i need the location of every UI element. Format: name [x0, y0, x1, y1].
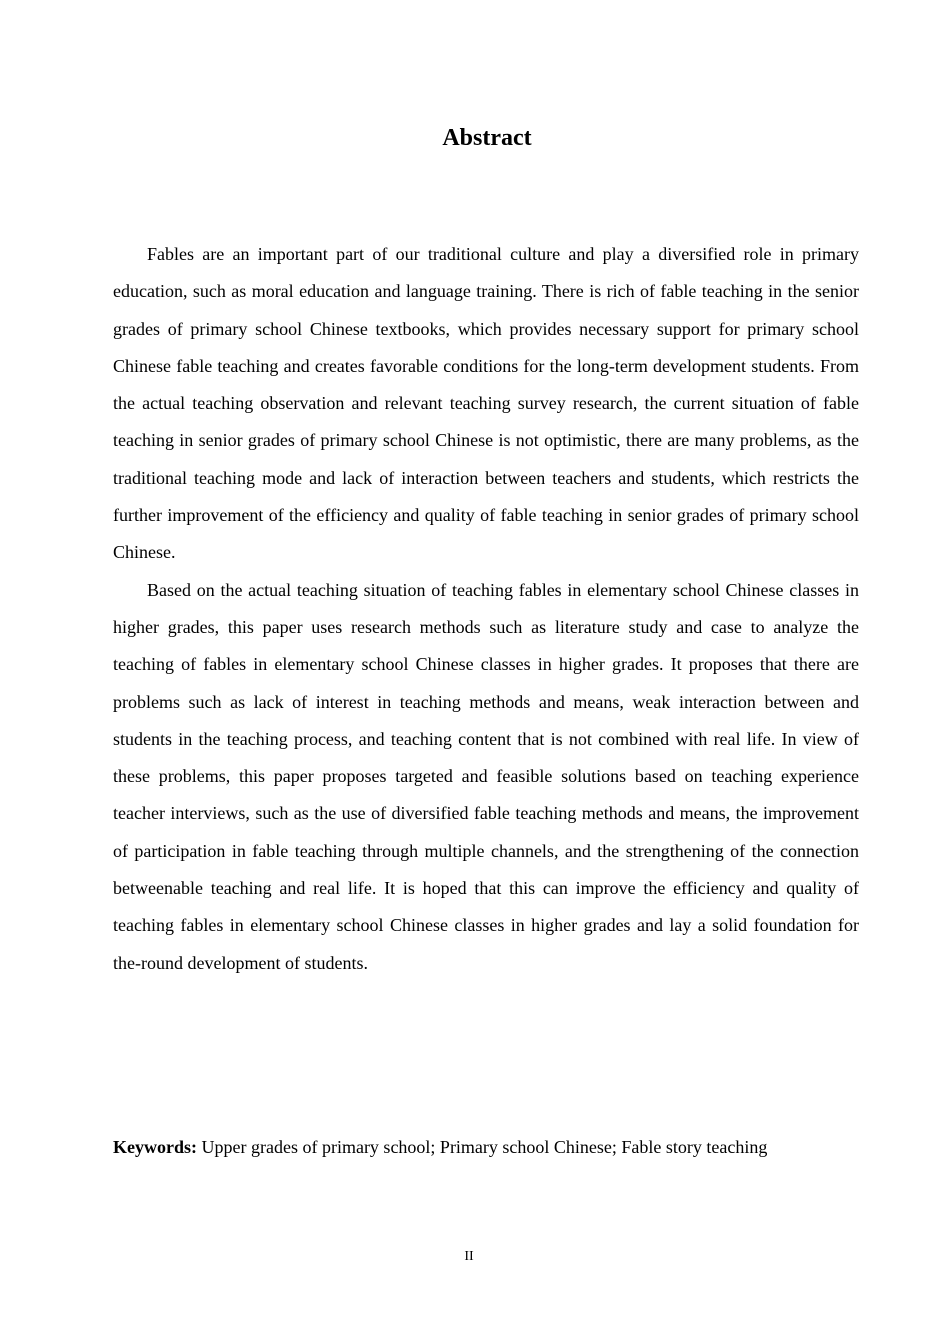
abstract-paragraph-2: Based on the actual teaching situation of teaching fables in elementary school Chinese classes in higher grades, this paper uses research methods such as literature study and case to analyze the teaching of fables in elementary school Chinese classes in higher grades. It proposes that there are problems such as lack of interest in teaching methods and means, weak interaction between and students in the teaching process, and teaching content that is not combined with real life. In view of these problems, this paper proposes targeted and feasible solutions based on teaching experience teacher interviews, such as the use of diversified fable teaching methods and means, the improvement of participation in fable teaching through multiple channels, and the strengthening of the connection betweenable teaching and real life. It is hoped that this can improve the efficiency and quality of teaching fables in elementary school Chinese classes in higher grades and lay a solid foundation for the-round development of students. [113, 579, 859, 973]
keywords-label: Keywords: [113, 1137, 197, 1157]
page-title: Abstract [442, 125, 532, 151]
page-number: II [464, 1249, 474, 1264]
keywords-text: Upper grades of primary school; Primary school Chinese; Fable story teaching [201, 1137, 768, 1157]
keywords-line [113, 1129, 859, 1166]
abstract-body [113, 236, 859, 982]
abstract-paragraph-1: Fables are an important part of our traditional culture and play a diversified role in primary education, such as moral education and language training. There is rich of fable teaching in the senior grades of primary school Chinese textbooks, which provides necessary support for primary school Chinese fable teaching and creates favorable conditions for the long-term development students. From the actual teaching observation and relevant teaching survey research, the current situation of fable teaching in senior grades of primary school Chinese is not optimistic, there are many problems, as the traditional teaching mode and lack of interaction between teachers and students, which restricts the further improvement of the efficiency and quality of fable teaching in senior grades of primary school Chinese. [113, 244, 859, 563]
